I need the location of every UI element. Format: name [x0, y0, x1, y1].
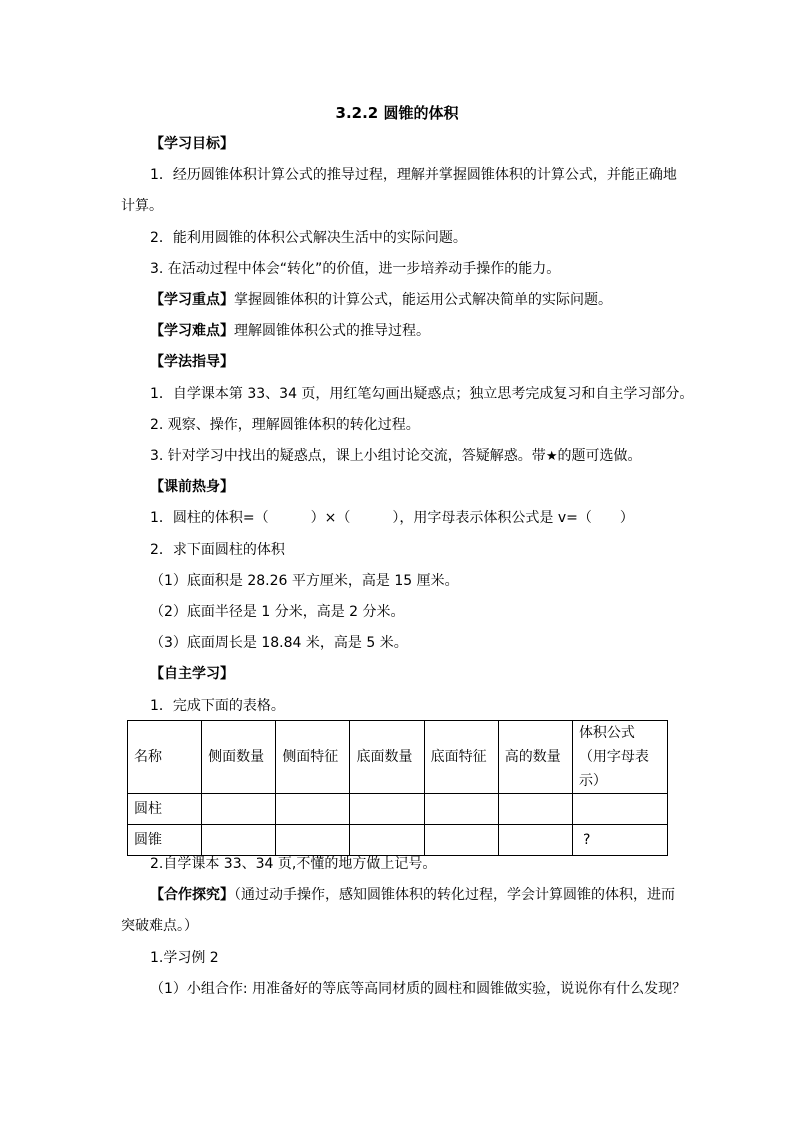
table-header-cell: 高的数量 [498, 721, 572, 794]
explore-intro [150, 885, 675, 905]
objective-1-line1: 1．经历圆锥体积计算公式的推导过程，理解并掌握圆锥体积的计算公式，并能正确地 [150, 167, 677, 183]
self-study-1: 1．完成下面的表格。 [150, 698, 285, 714]
warmup-1: 1．圆柱的体积=（ ）×（ ），用字母表示体积公式是 v=（ ） [150, 510, 634, 526]
table-cell [276, 794, 350, 825]
warmup-heading: 【课前热身】 [150, 479, 234, 495]
explore-1: 1.学习例 2 [150, 950, 219, 966]
method-3-text: 3. 针对学习中找出的疑惑点，课上小组讨论交流，答疑解惑。带 [150, 448, 546, 464]
star-icon: ★ [545, 449, 558, 464]
table-header-cell: 底面特征 [424, 721, 498, 794]
method-2: 2. 观察、操作，理解圆锥体积的转化过程。 [150, 417, 420, 433]
table-cell [498, 825, 572, 856]
self-study-heading: 【自主学习】 [150, 666, 234, 682]
objective-1-line2: 计算。 [121, 198, 163, 214]
objective-3: 3. 在活动过程中体会“转化”的价值，进一步培养动手操作的能力。 [150, 261, 561, 277]
self-study-2: 2.自学课本 33、34 页,不懂的地方做上记号。 [150, 856, 437, 872]
warmup-sub-2: （2）底面半径是 1 分米，高是 2 分米。 [150, 604, 405, 620]
key-point [150, 290, 612, 310]
table-cell [202, 794, 276, 825]
table-cell [350, 825, 424, 856]
table-cell [424, 825, 498, 856]
key-point-heading: 【学习重点】 [150, 292, 234, 308]
method-3-suffix: 的题可选做。 [557, 448, 642, 464]
table-cell: 圆柱 [128, 794, 202, 825]
warmup-sub-3: （3）底面周长是 18.84 米，高是 5 米。 [150, 635, 408, 651]
table-row [128, 825, 668, 856]
table-cell [202, 825, 276, 856]
table-cell [498, 794, 572, 825]
method-3 [150, 446, 641, 467]
page-title: 3.2.2 圆锥的体积 [335, 104, 459, 122]
key-point-text: 掌握圆锥体积的计算公式，能运用公式解决简单的实际问题。 [234, 292, 612, 308]
difficulty-text: 理解圆锥体积公式的推导过程。 [234, 323, 430, 339]
table-header-row [128, 721, 668, 794]
objectives-heading: 【学习目标】 [150, 136, 234, 152]
table-header-cell: 侧面特征 [276, 721, 350, 794]
method-1: 1．自学课本第 33、34 页，用红笔勾画出疑惑点；独立思考完成复习和自主学习部分。 [150, 386, 694, 402]
table-header-cell: 名称 [128, 721, 202, 794]
comparison-table [127, 720, 668, 856]
table-row [128, 794, 668, 825]
explore-intro-line2: 突破难点。） [121, 918, 198, 934]
table-cell [350, 794, 424, 825]
explore-heading: 【合作探究】 [150, 887, 234, 903]
difficulty [150, 321, 430, 341]
objective-2: 2．能利用圆锥的体积公式解决生活中的实际问题。 [150, 230, 467, 246]
table-cell [424, 794, 498, 825]
warmup-sub-1: （1）底面积是 28.26 平方厘米，高是 15 厘米。 [150, 573, 459, 589]
table-header-cell: 体积公式（用字母表示） [572, 721, 667, 794]
table-cell [572, 794, 667, 825]
explore-intro-text: （通过动手操作，感知圆锥体积的转化过程，学会计算圆锥的体积，进而 [234, 887, 675, 903]
table-cell: ? [572, 825, 667, 856]
difficulty-heading: 【学习难点】 [150, 323, 234, 339]
method-heading: 【学法指导】 [150, 354, 234, 370]
table-cell: 圆锥 [128, 825, 202, 856]
table-header-cell: 底面数量 [350, 721, 424, 794]
table-cell [276, 825, 350, 856]
explore-sub-1: （1）小组合作: 用准备好的等底等高同材质的圆柱和圆锥做实验，说说你有什么发现？ [150, 981, 687, 997]
warmup-2: 2．求下面圆柱的体积 [150, 542, 285, 558]
table-header-cell: 侧面数量 [202, 721, 276, 794]
